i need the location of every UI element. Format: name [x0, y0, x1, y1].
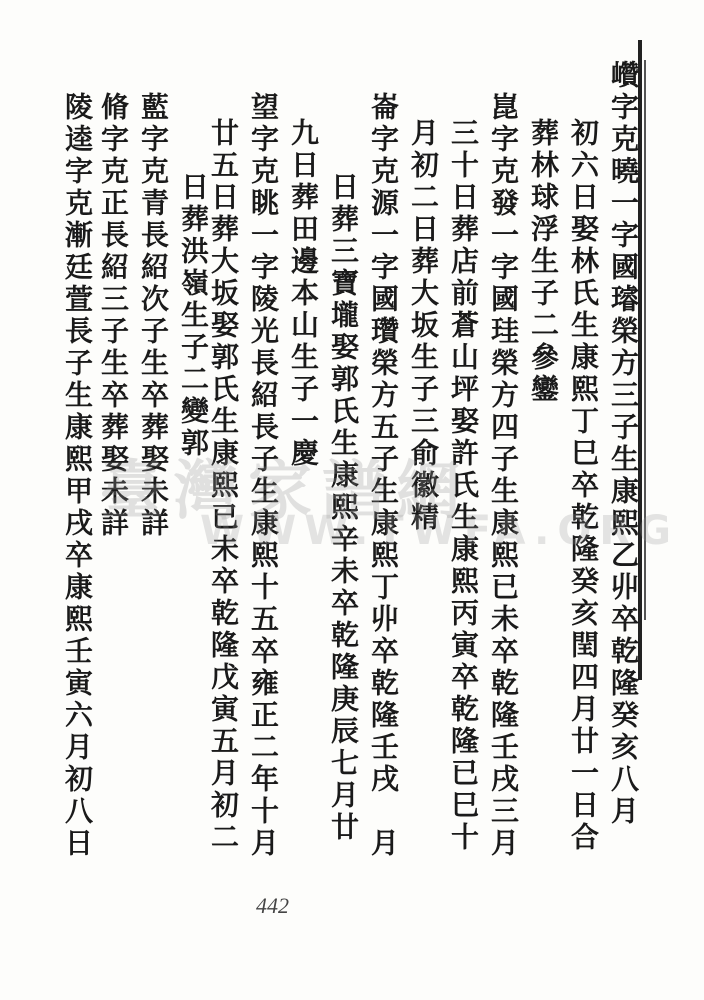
- text-column-5: 三十日葬店前蒼山坪娶許氏生康熙丙寅卒乾隆已巳十: [447, 118, 480, 854]
- text-column-11: 廿五日葬大坂娶郭氏生康熙已未卒乾隆戊寅五月初二: [207, 118, 240, 854]
- text-column-7: 崙字克源一字國瓚榮方五子生康熙丁丱卒乾隆壬戌 月: [367, 92, 400, 860]
- watermark-text: 臺灣家譜網: [100, 455, 470, 529]
- watermark-url: WWW.TWFA.ORG: [200, 508, 679, 554]
- page-number: 442: [256, 893, 289, 918]
- text-column-12: 日葬洪嶺生子二變郭: [177, 172, 210, 460]
- text-column-9: 九日葬田邊本山生子一慶: [287, 118, 320, 470]
- text-column-4: 崑字克發一字國珪榮方四子生康熙已未卒乾隆壬戌三月: [487, 92, 520, 860]
- text-column-14: 脩字克正長紹三子生卒葬娶未詳: [97, 92, 130, 540]
- text-column-1: 巑字克曉一字國璿榮方三子生康熙乙丱卒乾隆癸亥八月: [607, 60, 640, 828]
- text-column-10: 望字克眺一字陵光長紹長子生康熙十五卒雍正二年十月: [247, 92, 280, 860]
- text-column-15: 陵逵字克漸廷萱長子生康熙甲戌卒康熙壬寅六月初八日: [61, 92, 94, 860]
- text-column-2: 初六日娶林氏生康熙丁巳卒乾隆癸亥閏四月廿一日合: [567, 118, 600, 854]
- text-column-8: 日葬三寶壠娶郭氏生康熙辛未卒乾隆庚辰七月廿: [327, 172, 360, 844]
- text-column-13: 藍字克青長紹次子生卒葬娶未詳: [137, 92, 170, 540]
- text-column-6: 月初二日葬大坂生子三俞徽精: [407, 118, 440, 534]
- text-column-3: 葬林球浮生子二參鑾: [527, 118, 560, 406]
